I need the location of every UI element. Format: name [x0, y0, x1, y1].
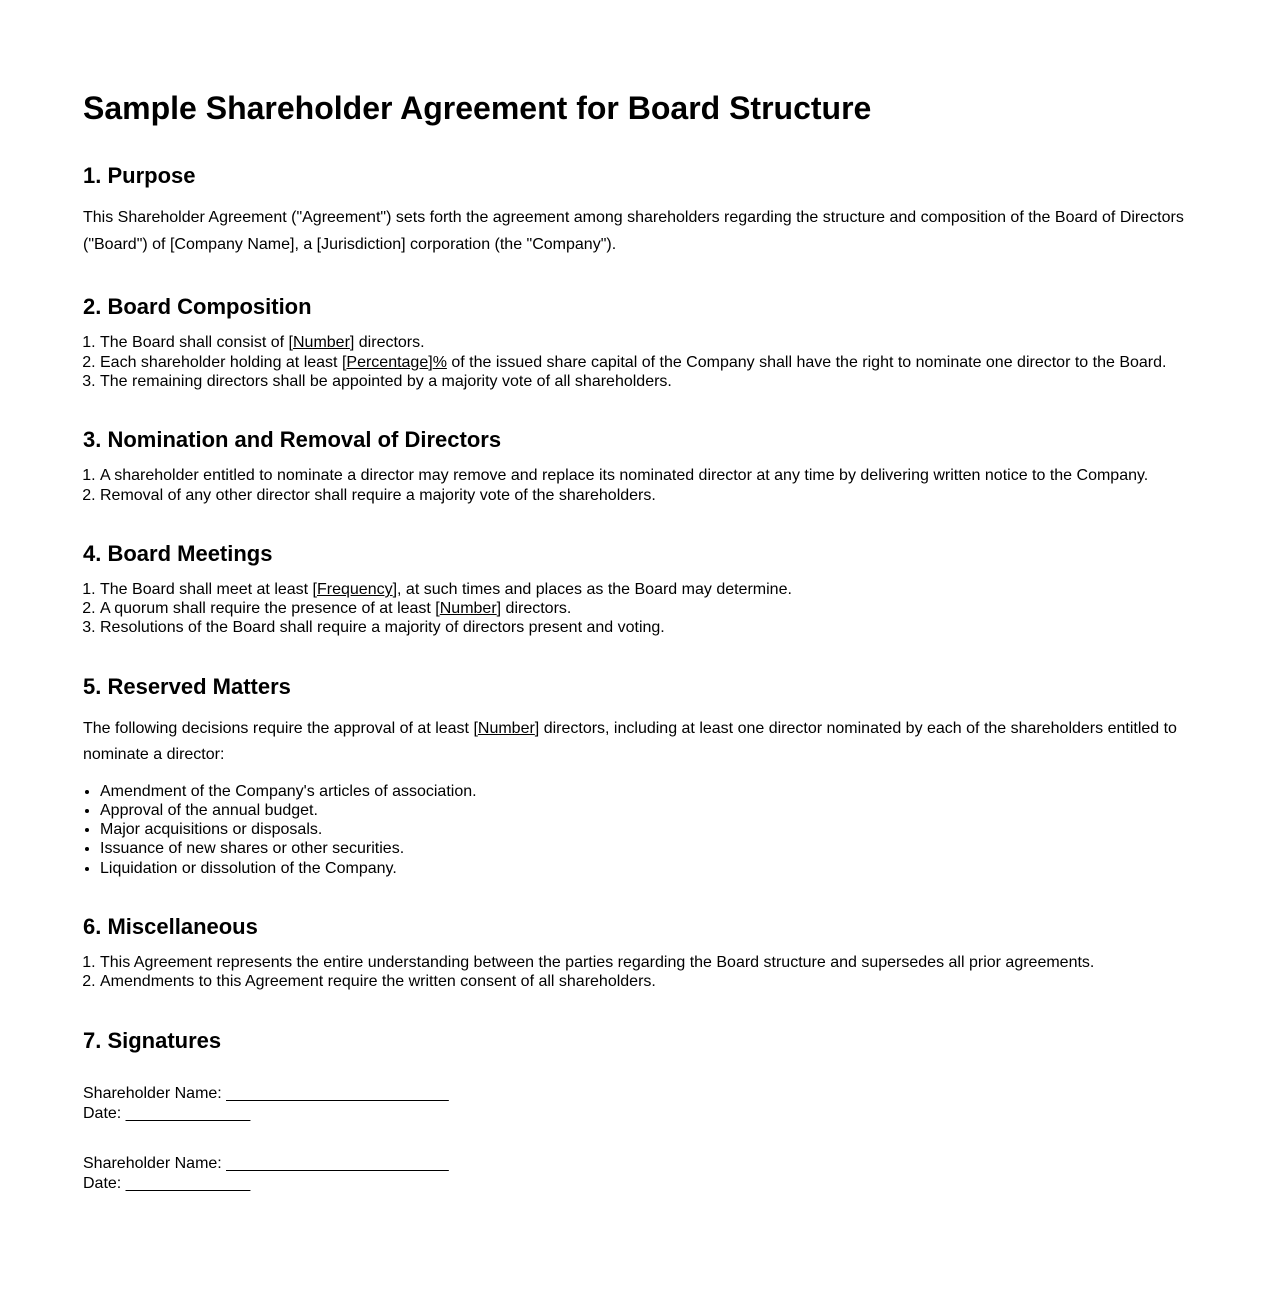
section-heading: 3. Nomination and Removal of Directors	[83, 426, 502, 452]
placeholder-field: %	[432, 353, 447, 371]
list-item	[100, 353, 1188, 372]
list-item	[100, 618, 1188, 637]
section-heading: 2. Board Composition	[83, 293, 312, 319]
document-title: Sample Shareholder Agreement for Board Structure	[83, 90, 872, 126]
text-run: Each shareholder holding at least [	[100, 353, 347, 371]
text-run: The Board shall consist of [	[100, 334, 293, 352]
signature-line	[83, 1084, 1188, 1104]
text-run: ] directors, including at least one director nominated by each of the shareholders entitled to nominate a director:	[83, 720, 1177, 764]
placeholder-field: Number	[477, 720, 535, 738]
sections	[83, 163, 1188, 1194]
placeholder-field: Frequency	[317, 581, 393, 599]
section-signatures	[83, 1028, 1188, 1194]
signature-fill-line: ______________	[121, 1174, 251, 1192]
paragraph	[83, 205, 1188, 258]
list-item	[100, 782, 1188, 801]
placeholder-field: Percentage	[346, 353, 429, 371]
placeholder-field: Number	[439, 600, 497, 618]
text-run: Major acquisitions or disposals.	[100, 821, 323, 839]
text-run: A shareholder entitled to nominate a director may remove and replace its nominated director at any time by delivering written notice to the Company.	[100, 467, 1149, 485]
section-heading: 6. Miscellaneous	[83, 913, 258, 939]
section-reserved-matters	[83, 674, 1188, 878]
section-miscellaneous	[83, 914, 1188, 992]
signature-block	[83, 1154, 1188, 1194]
list-item	[100, 859, 1188, 878]
text-run: Amendment of the Company's articles of association.	[100, 782, 477, 800]
text-run: Amendments to this Agreement require the written consent of all shareholders.	[100, 973, 656, 991]
section-heading: 4. Board Meetings	[83, 540, 273, 566]
signature-block	[83, 1084, 1188, 1124]
list-item	[100, 580, 1188, 599]
text-run: This Shareholder Agreement ("Agreement") sets forth the agreement among shareholders regarding the structure and composition of the Board of Directors ("Board") of [Company Name], a [Jurisdiction] corporation (the "Company").	[83, 209, 1184, 253]
signature-label: Shareholder Name:	[83, 1154, 222, 1172]
text-run: This Agreement represents the entire understanding between the parties regarding the Board structure and supersedes all prior agreements.	[100, 954, 1095, 972]
numbered-list	[83, 953, 1188, 991]
text-run: The following decisions require the approval of at least [	[83, 720, 478, 738]
signature-line	[83, 1174, 1188, 1194]
text-run: The remaining directors shall be appointed by a majority vote of all shareholders.	[100, 372, 672, 390]
list-item	[100, 953, 1188, 972]
text-run: ] directors.	[496, 600, 572, 618]
bullet-list	[83, 782, 1188, 878]
text-run: ], at such times and places as the Board may determine.	[392, 581, 792, 599]
list-item	[100, 599, 1188, 618]
text-run: Liquidation or dissolution of the Company.	[100, 859, 397, 877]
list-item	[100, 466, 1188, 485]
signature-label: Date:	[83, 1174, 122, 1192]
signature-fill-line: ______________	[121, 1104, 251, 1122]
list-item	[100, 820, 1188, 839]
text-run: Issuance of new shares or other securities.	[100, 840, 405, 858]
section-purpose	[83, 163, 1188, 258]
section-board-meetings	[83, 541, 1188, 638]
numbered-list	[83, 333, 1188, 391]
text-run: Approval of the annual budget.	[100, 802, 318, 819]
signature-label: Date:	[83, 1104, 122, 1122]
text-run: A quorum shall require the presence of at least [	[100, 600, 440, 618]
signature-fill-line: _________________________	[221, 1154, 449, 1172]
list-item	[100, 801, 1188, 820]
section-board-composition	[83, 294, 1188, 391]
numbered-list	[83, 580, 1188, 638]
text-run: Resolutions of the Board shall require a majority of directors present and voting.	[100, 619, 665, 637]
paragraph	[83, 716, 1188, 769]
signature-fill-line: _________________________	[221, 1084, 449, 1102]
list-item	[100, 372, 1188, 391]
section-nomination-removal	[83, 427, 1188, 505]
list-item	[100, 839, 1188, 858]
text-run: The Board shall meet at least [	[100, 581, 317, 599]
section-heading: 1. Purpose	[83, 162, 196, 188]
text-run: of the issued share capital of the Company shall have the right to nominate one director to the Board.	[446, 353, 1167, 371]
list-item	[100, 333, 1188, 352]
text-run: ]	[428, 353, 433, 371]
text-run: ] directors.	[349, 334, 425, 352]
text-run: Removal of any other director shall require a majority vote of the shareholders.	[100, 486, 656, 504]
section-heading: 5. Reserved Matters	[83, 673, 291, 699]
signature-label: Shareholder Name:	[83, 1084, 222, 1102]
list-item	[100, 972, 1188, 991]
signature-line	[83, 1104, 1188, 1124]
signature-line	[83, 1154, 1188, 1174]
list-item	[100, 486, 1188, 505]
numbered-list	[83, 466, 1188, 504]
placeholder-field: Number	[292, 334, 350, 352]
section-heading: 7. Signatures	[83, 1027, 222, 1053]
